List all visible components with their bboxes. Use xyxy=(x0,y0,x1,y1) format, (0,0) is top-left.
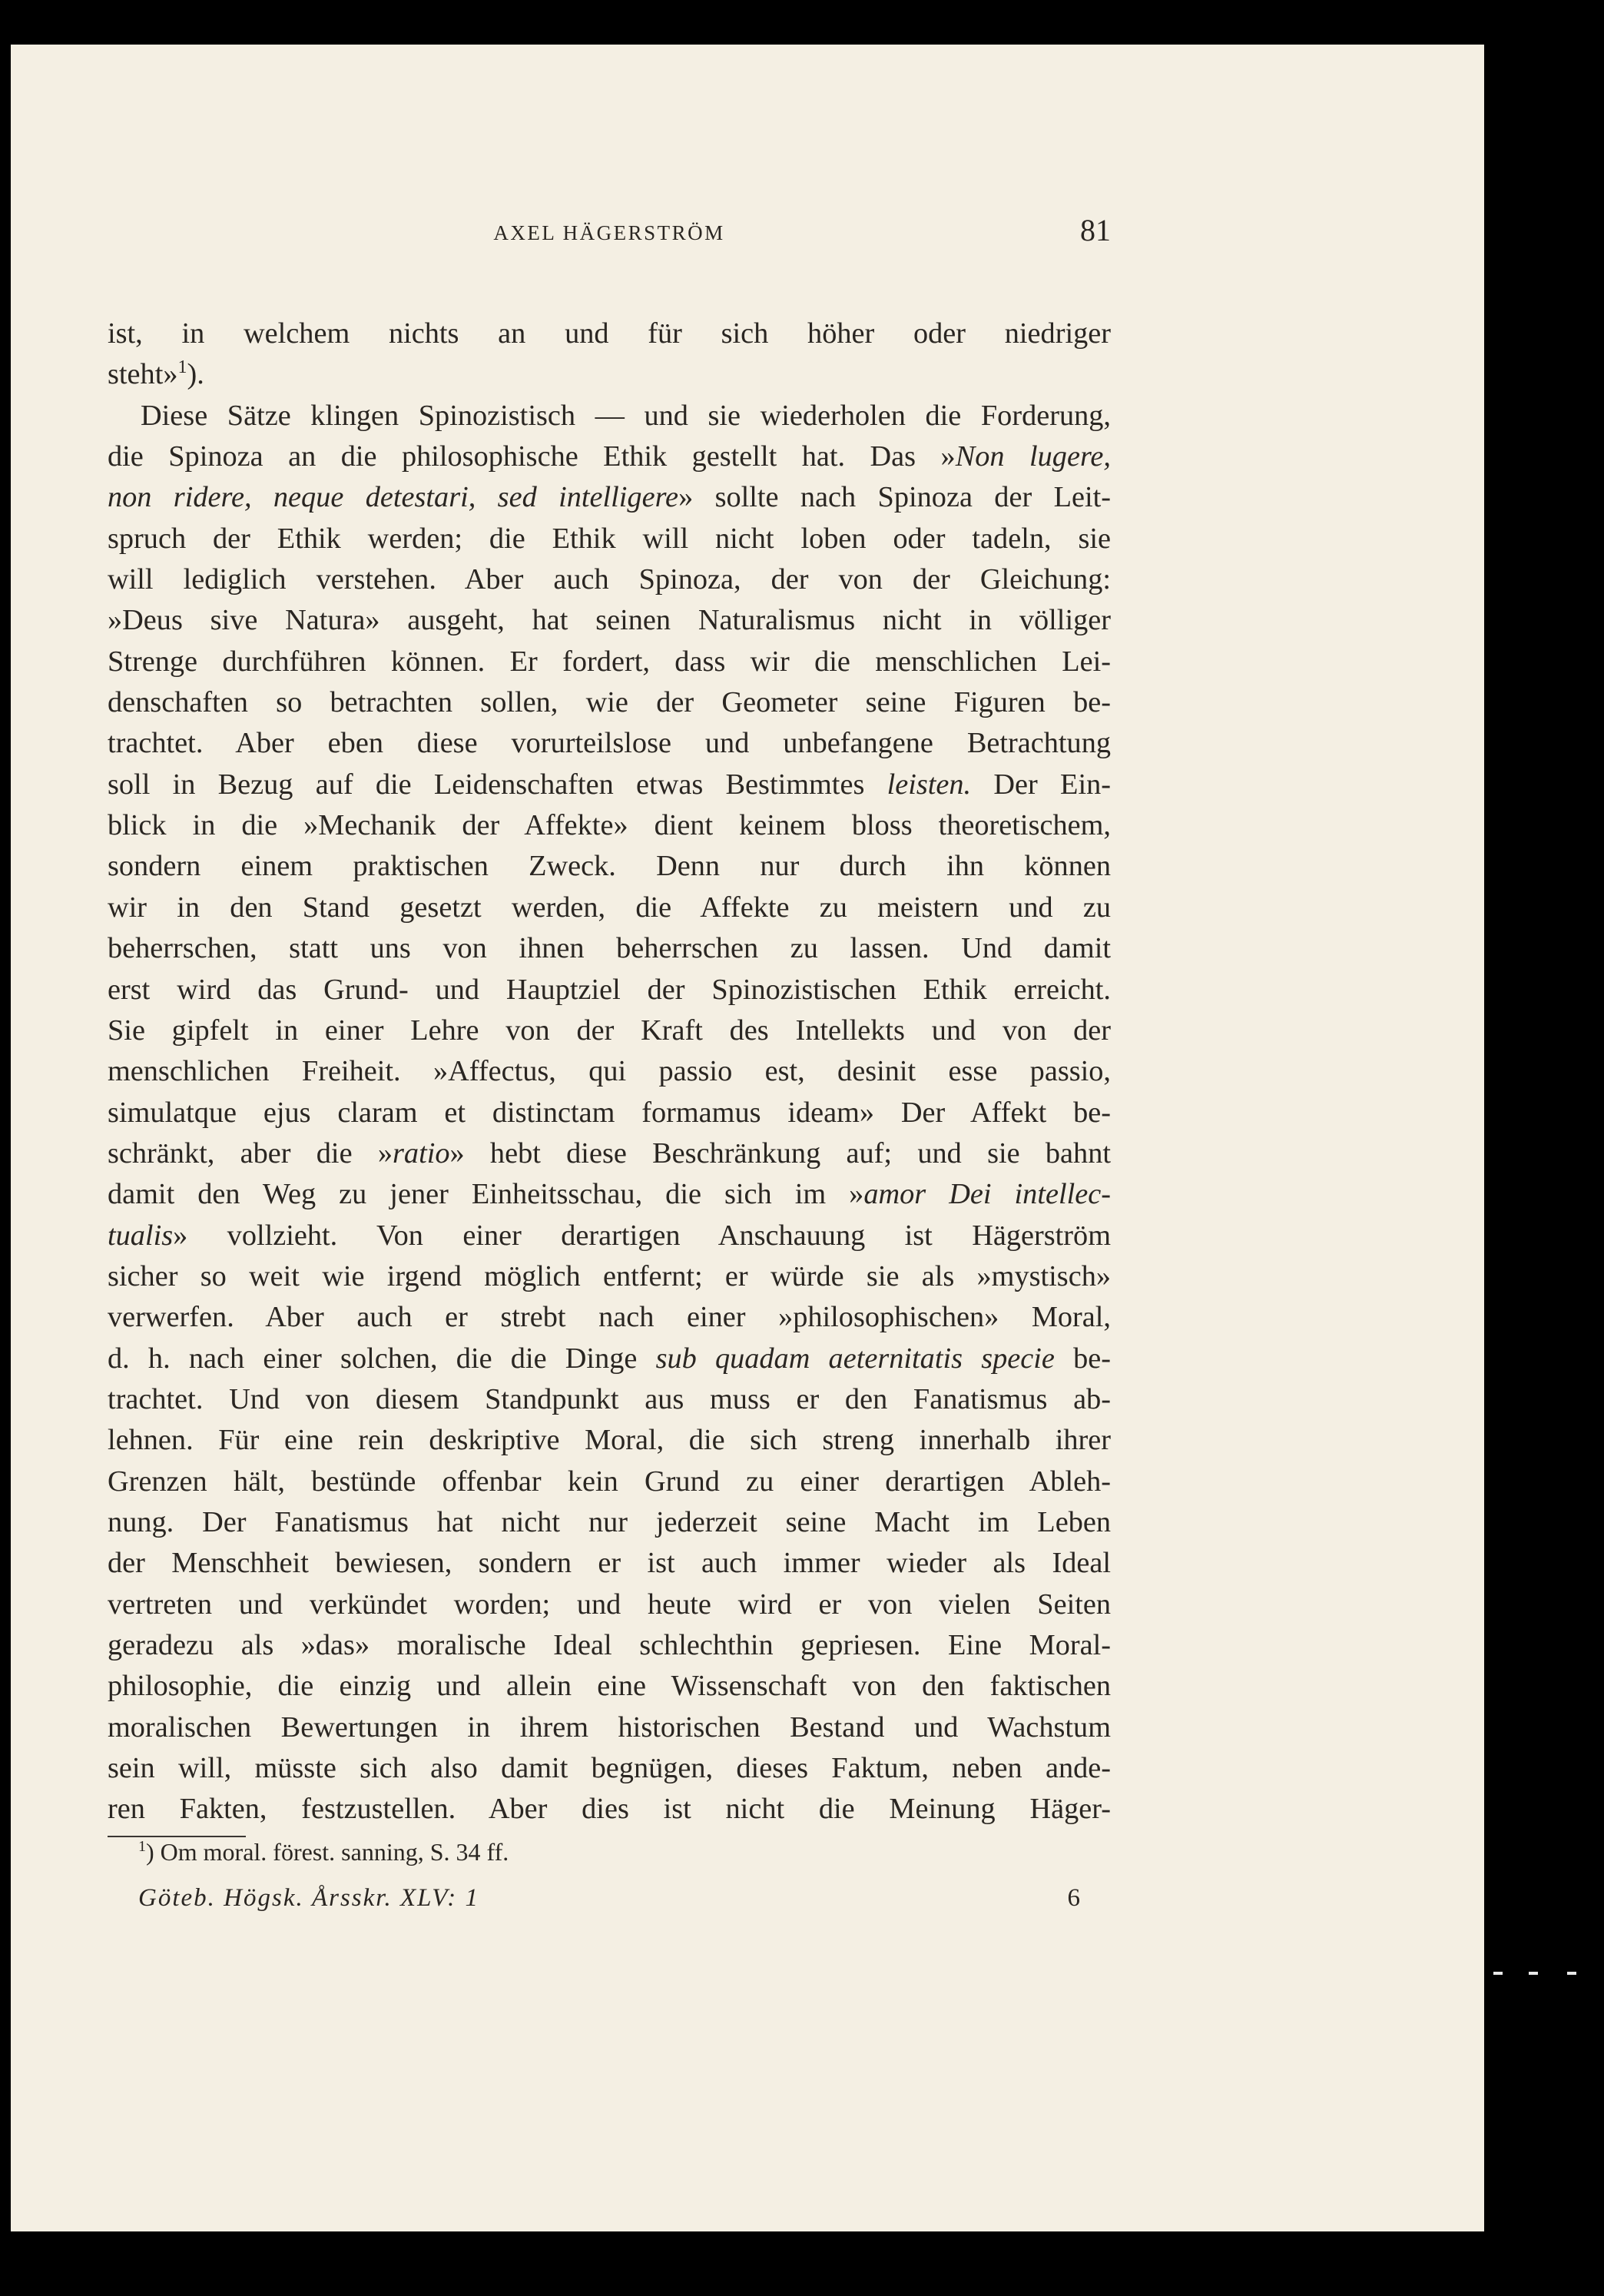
text-line: trachtet. Aber eben diese vorurteilslose und unbefangene Betrachtung xyxy=(108,727,1111,760)
text-segment: d. h. nach einer solchen, die die Dinge xyxy=(108,1342,656,1375)
text-line xyxy=(108,765,1111,805)
text-line xyxy=(108,1133,1111,1174)
text-segment: ). xyxy=(187,358,204,391)
text-line xyxy=(108,1174,1111,1215)
text-segment: die Spinoza an die philosophische Ethik gestellt hat. Das » xyxy=(108,440,956,473)
text-segment: steht» xyxy=(108,358,178,391)
crop-mark xyxy=(1567,1972,1576,1975)
sheet-number: 6 xyxy=(1067,1884,1080,1912)
text-line: menschlichen Freiheit. »Affectus, qui passio est, desinit esse passio, xyxy=(108,1055,1111,1088)
text-segment: » hebt diese Beschränkung auf; und sie bahnt xyxy=(449,1136,1111,1170)
text-line: spruch der Ethik werden; die Ethik will nicht loben oder tadeln, sie xyxy=(108,522,1111,555)
text-line: geradezu als »das» moralische Ideal schlechthin gepriesen. Eine Moral- xyxy=(108,1629,1111,1661)
footnote-reference: 1 xyxy=(177,357,187,378)
text-line: ren Fakten, festzustellen. Aber dies ist nicht die Meinung Häger- xyxy=(108,1793,1111,1826)
text-line: Strenge durchführen können. Er fordert, dass wir die menschlichen Lei- xyxy=(108,645,1111,678)
crop-mark xyxy=(1493,1972,1503,1975)
crop-mark xyxy=(1529,1972,1538,1975)
running-head: AXEL HÄGERSTRÖM xyxy=(493,221,725,244)
text-segment: damit den Weg zu jener Einheitsschau, die sich im » xyxy=(108,1178,864,1211)
text-segment: » vollzieht. Von einer derartigen Anschauung ist Hägerström xyxy=(173,1219,1111,1252)
text-line: sein will, müsste sich also damit begnügen, dieses Faktum, neben ande- xyxy=(108,1752,1111,1785)
footnote-text: ) Om moral. förest. sanning, S. 34 ff. xyxy=(146,1838,509,1866)
text-line: nung. Der Fanatismus hat nicht nur jederzeit seine Macht im Leben xyxy=(108,1505,1111,1538)
text-line: sicher so weit wie irgend möglich entfernt; er würde sie als »mystisch» xyxy=(108,1259,1111,1292)
text-line xyxy=(108,1216,1111,1256)
italic-segment: Non lugere, xyxy=(955,440,1111,473)
text-line xyxy=(108,354,1111,395)
text-line: ist, in welchem nichts an und für sich höher oder niedriger xyxy=(108,317,1111,350)
text-line: moralischen Bewertungen in ihrem historischen Bestand und Wachstum xyxy=(108,1710,1111,1744)
body-text xyxy=(108,314,1111,1830)
footnote-marker: 1 xyxy=(138,1838,146,1855)
text-line xyxy=(108,1339,1111,1379)
text-line: der Menschheit bewiesen, sondern er ist auch immer wieder als Ideal xyxy=(108,1547,1111,1580)
text-line: trachtet. Und von diesem Standpunkt aus muss er den Fanatismus ab- xyxy=(108,1382,1111,1415)
text-line: sondern einem praktischen Zweck. Denn nur durch ihn können xyxy=(108,850,1111,883)
footnote xyxy=(138,1838,509,1866)
signature-line xyxy=(138,1884,1080,1913)
text-segment: soll in Bezug auf die Leidenschaften etwas Bestimmtes xyxy=(108,768,887,801)
text-line: lehnen. Für eine rein deskriptive Moral, die sich streng innerhalb ihrer xyxy=(108,1424,1111,1457)
text-line: philosophie, die einzig und allein eine Wissenschaft von den faktischen xyxy=(108,1670,1111,1703)
footnote-rule xyxy=(108,1836,246,1837)
page-header xyxy=(108,207,1111,254)
text-line: Grenzen hält, bestünde offenbar kein Grund zu einer derartigen Ableh- xyxy=(108,1465,1111,1498)
text-segment: » sollte nach Spinoza der Leit- xyxy=(678,481,1111,514)
text-line: verwerfen. Aber auch er strebt nach einer »philosophischen» Moral, xyxy=(108,1301,1111,1334)
text-line: erst wird das Grund- und Hauptziel der Spinozistischen Ethik erreicht. xyxy=(108,973,1111,1006)
page-number: 81 xyxy=(1080,213,1111,247)
journal-signature: Göteb. Högsk. Årsskr. XLV: 1 xyxy=(138,1884,480,1912)
text-line: Diese Sätze klingen Spinozistisch — und sie wiederholen die Forderung, xyxy=(141,399,1111,432)
italic-segment: non ridere, neque detestari, sed intelligere xyxy=(108,481,679,514)
text-line xyxy=(108,436,1111,477)
text-line: wir in den Stand gesetzt werden, die Affekte zu meistern und zu xyxy=(108,891,1111,924)
text-line: simulatque ejus claram et distinctam formamus ideam» Der Affekt be- xyxy=(108,1096,1111,1129)
text-line: denschaften so betrachten sollen, wie der Geometer seine Figuren be- xyxy=(108,686,1111,719)
text-line: blick in die »Mechanik der Affekte» dient keinem bloss theoretischem, xyxy=(108,809,1111,842)
italic-segment: ratio xyxy=(393,1136,450,1170)
italic-segment: sub quadam aeternitatis specie xyxy=(655,1342,1055,1375)
text-line: beherrschen, statt uns von ihnen beherrschen zu lassen. Und damit xyxy=(108,932,1111,965)
text-line: vertreten und verkündet worden; und heute wird er von vielen Seiten xyxy=(108,1588,1111,1621)
text-line: will lediglich verstehen. Aber auch Spinoza, der von der Gleichung: xyxy=(108,563,1111,596)
text-segment: schränkt, aber die » xyxy=(108,1136,393,1170)
italic-segment: leisten. xyxy=(887,768,972,801)
italic-segment: tualis xyxy=(108,1219,174,1252)
italic-segment: amor Dei intellec- xyxy=(863,1178,1111,1211)
text-line: »Deus sive Natura» ausgeht, hat seinen Naturalismus nicht in völliger xyxy=(108,604,1111,637)
text-segment: Der Ein- xyxy=(971,768,1111,801)
text-line: Sie gipfelt in einer Lehre von der Kraft des Intellekts und von der xyxy=(108,1014,1111,1047)
text-segment: be- xyxy=(1054,1342,1111,1375)
text-line xyxy=(108,477,1111,518)
